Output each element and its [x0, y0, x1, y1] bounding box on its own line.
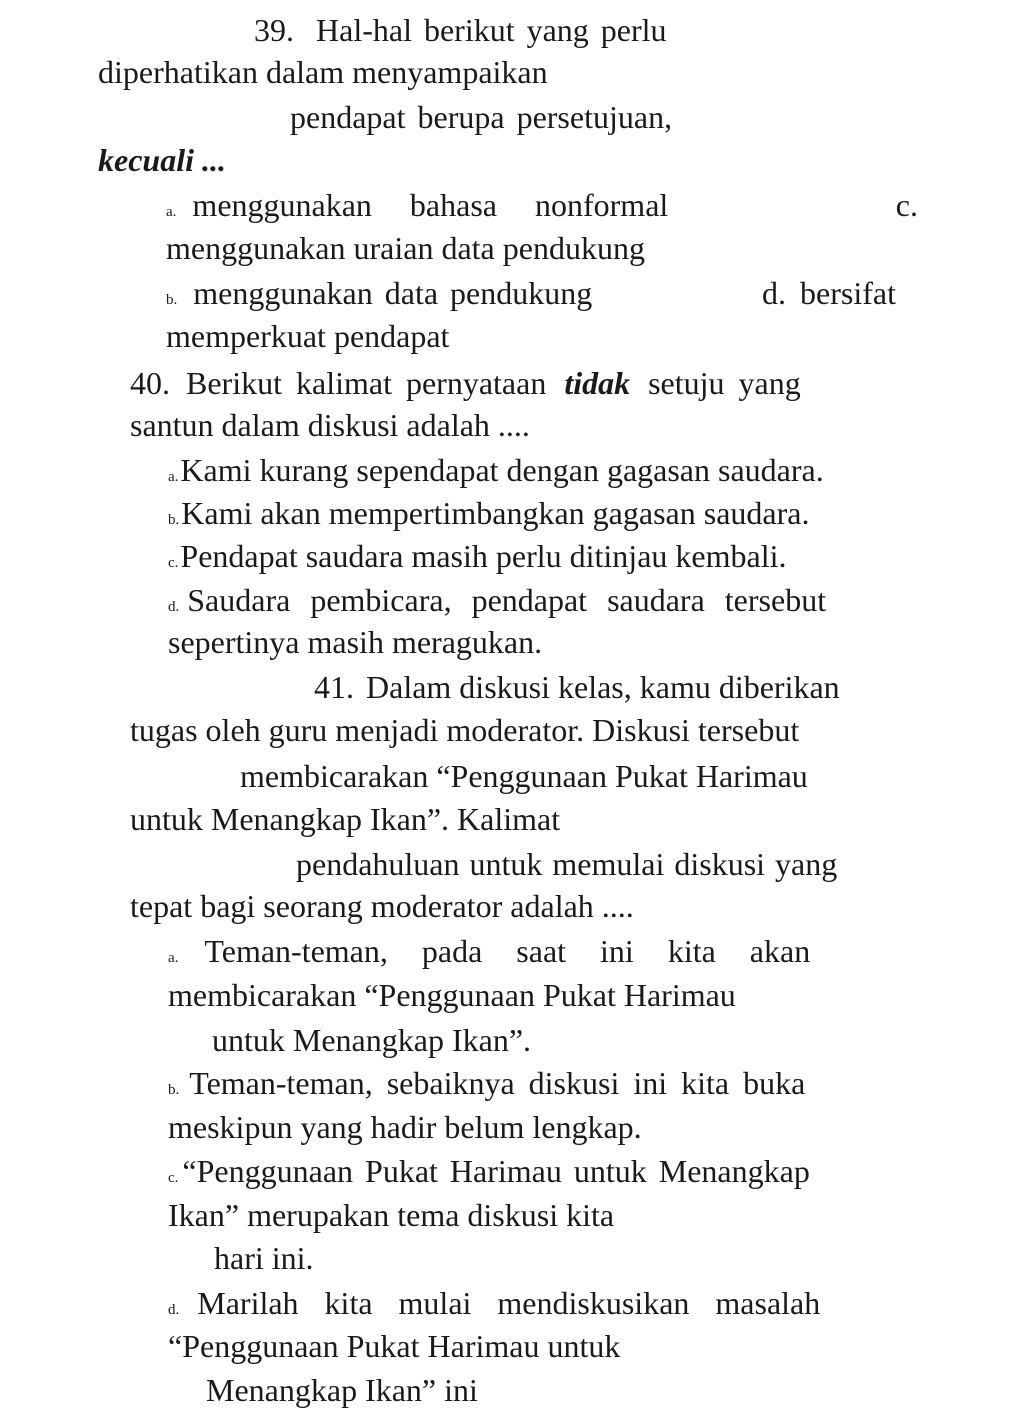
q41-option-c-text3: hari ini.: [214, 1240, 314, 1276]
q40-option-c-text: Pendapat saudara masih perlu ditinjau kembali.: [180, 538, 787, 574]
q39-option-a-text: menggunakan bahasa nonformal: [192, 187, 669, 223]
q40-text-line2: santun dalam diskusi adalah ....: [130, 407, 530, 443]
q40-option-b-text: Kami akan mempertimbangkan gagasan saudara.: [181, 495, 810, 531]
q41-option-b: [168, 1063, 805, 1110]
q39-option-d-text2: memperkuat pendapat: [166, 318, 450, 354]
q41-option-c-text1: “Penggunaan Pukat Harimau untuk Menangkap: [182, 1153, 810, 1189]
q40-number: 40.: [130, 365, 170, 401]
q41-text-line1: Dalam diskusi kelas, kamu diberikan: [366, 669, 840, 705]
q41-line1: [314, 667, 840, 707]
q41-option-d-text3: Menangkap Ikan” ini: [206, 1372, 478, 1408]
q40-option-a-text: Kami kurang sependapat dengan gagasan saudara.: [180, 452, 824, 488]
q39-text-line1: Hal-hal berikut yang perlu: [316, 12, 667, 48]
q39-text-line2: diperhatikan dalam menyampaikan: [98, 54, 548, 90]
q41-number: 41.: [314, 669, 354, 705]
q40-option-b: [168, 493, 809, 540]
q41-option-a-text1: Teman-teman, pada saat ini kita akan: [204, 933, 811, 969]
q41-option-d-marker: d.: [168, 1302, 180, 1318]
q41-option-b-text1: Teman-teman, sebaiknya diskusi ini kita buka: [189, 1065, 806, 1101]
q40-option-a: [168, 450, 824, 497]
q40-option-d: [168, 580, 826, 627]
q41-option-c-text2: Ikan” merupakan tema diskusi kita: [168, 1197, 615, 1233]
q40-option-d-text2: sepertinya masih meragukan.: [168, 624, 543, 660]
q39-option-d-text1: bersifat: [800, 275, 896, 311]
q39-option-b-marker: b.: [166, 292, 178, 308]
q41-option-a: [168, 931, 920, 978]
q39-option-c-text: menggunakan uraian data pendukung: [166, 230, 645, 266]
q39-option-d-group: [762, 273, 896, 313]
q41-option-c-marker: c.: [168, 1170, 179, 1186]
q40-text-post: setuju yang: [648, 365, 801, 401]
q41-text-line6: tepat bagi seorang moderator adalah ....: [130, 888, 634, 924]
q39-number: 39.: [254, 12, 294, 48]
q40-text-pre: Berikut kalimat pernyataan: [186, 365, 547, 401]
q39-option-b-text: menggunakan data pendukung: [193, 275, 593, 311]
q41-text-line4: untuk Menangkap Ikan”. Kalimat: [130, 801, 561, 837]
q40-option-a-marker: a.: [168, 469, 179, 485]
q40-option-b-marker: b.: [168, 512, 180, 528]
q41-option-d-text1: Marilah kita mulai mendiskusikan masalah: [197, 1285, 821, 1321]
q41-option-c: [168, 1151, 810, 1198]
q41-text-line5: pendahuluan untuk memulai diskusi yang: [296, 846, 838, 882]
q39-option-c-marker: c.: [895, 187, 918, 223]
q40-option-d-text1: Saudara pembicara, pendapat saudara tersebut: [187, 582, 827, 618]
q39-option-a-row: [166, 185, 918, 232]
q40-line1: [130, 363, 920, 403]
q39-text-kecuali: kecuali ...: [98, 142, 226, 178]
q40-option-c: [168, 536, 786, 583]
q40-text-emphasis: tidak: [564, 365, 631, 401]
q39-option-b-row: [166, 273, 918, 320]
q41-option-a-text3: untuk Menangkap Ikan”.: [212, 1022, 532, 1058]
q39-text-line3: pendapat berupa persetujuan,: [290, 99, 673, 135]
q40-option-d-marker: d.: [168, 599, 180, 615]
q41-option-b-marker: b.: [168, 1082, 180, 1098]
q39-option-d-marker: d.: [762, 275, 786, 311]
q39-option-a-marker: a.: [166, 204, 177, 220]
q39-line1: [254, 10, 667, 50]
q41-option-d-text2: “Penggunaan Pukat Harimau untuk: [168, 1328, 621, 1364]
q41-text-line3: membicarakan “Penggunaan Pukat Harimau: [240, 758, 808, 794]
q41-option-b-text2: meskipun yang hadir belum lengkap.: [168, 1109, 642, 1145]
q40-option-c-marker: c.: [168, 555, 179, 571]
q41-text-line2: tugas oleh guru menjadi moderator. Diskusi tersebut: [130, 712, 800, 748]
q41-option-d: [168, 1283, 820, 1330]
q41-option-a-text2: membicarakan “Penggunaan Pukat Harimau: [168, 977, 736, 1013]
q41-option-a-marker: a.: [168, 950, 179, 966]
